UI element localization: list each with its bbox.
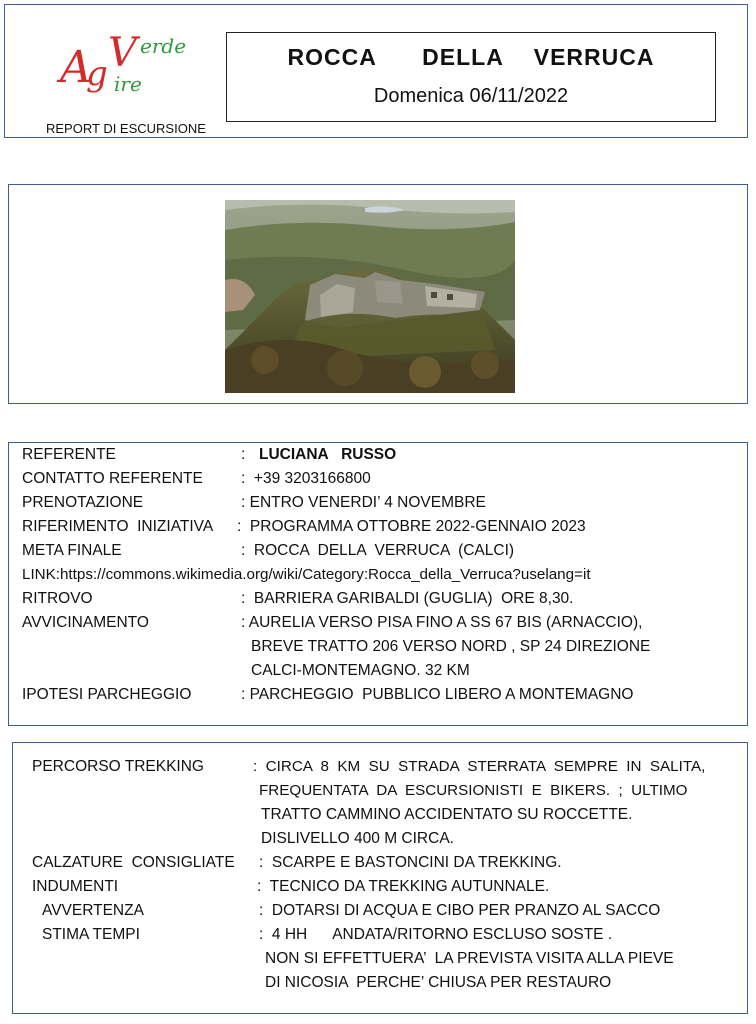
percorso-line-3: TRATTO CAMMINO ACCIDENTATO SU ROCCETTE.	[261, 806, 633, 823]
prenotazione-value: : ENTRO VENERDI’ 4 NOVEMBRE	[241, 494, 486, 511]
percorso-line-2: FREQUENTATA DA ESCURSIONISTI E BIKERS. ; ULTIMO	[259, 782, 688, 799]
title-box	[226, 32, 716, 122]
ritrovo-label: RITROVO	[22, 590, 93, 607]
indumenti-value: : TECNICO DA TREKKING AUTUNNALE.	[257, 878, 550, 895]
note-line-1: NON SI EFFETTUERA’ LA PREVISTA VISITA ALLA PIEVE	[265, 950, 674, 967]
referente-label: REFERENTE	[22, 446, 116, 463]
wikimedia-link[interactable]: LINK:https://commons.wikimedia.org/wiki/Category:Rocca_della_Verruca?uselang=it	[22, 566, 591, 583]
rocca-photo	[225, 200, 515, 393]
prenotazione-label: PRENOTAZIONE	[22, 494, 144, 511]
event-date: Domenica 06/11/2022	[373, 85, 569, 107]
report-label: REPORT DI ESCURSIONE	[46, 121, 206, 136]
avvicinamento-label: AVVICINAMENTO	[22, 614, 149, 631]
meta-value: : ROCCA DELLA VERRUCA (CALCI)	[241, 542, 515, 559]
avvertenza-label: AVVERTENZA	[42, 902, 144, 919]
calzature-label: CALZATURE CONSIGLIATE	[32, 854, 235, 871]
parcheggio-value: : PARCHEGGIO PUBBLICO LIBERO A MONTEMAGNO	[241, 686, 634, 703]
logo-letter-v: V	[108, 30, 137, 76]
contatto-value: : +39 3203166800	[241, 470, 371, 487]
parcheggio-label: IPOTESI PARCHEGGIO	[22, 686, 192, 703]
avvicinamento-line-2: BREVE TRATTO 206 VERSO NORD , SP 24 DIREZIONE	[251, 638, 651, 655]
avvicinamento-line-1: : AURELIA VERSO PISA FINO A SS 67 BIS (ARNACCIO),	[241, 614, 643, 631]
ritrovo-value: : BARRIERA GARIBALDI (GUGLIA) ORE 8,30.	[241, 590, 574, 607]
avvicinamento-line-3: CALCI-MONTEMAGNO. 32 KM	[251, 662, 470, 679]
percorso-line-1: : CIRCA 8 KM SU STRADA STERRATA SEMPRE IN SALITA,	[253, 758, 706, 775]
referente-value: LUCIANA RUSSO	[259, 446, 397, 463]
referente-sep: :	[241, 446, 246, 463]
calzature-value: : SCARPE E BASTONCINI DA TREKKING.	[259, 854, 562, 871]
contatto-label: CONTATTO REFERENTE	[22, 470, 203, 487]
riferimento-label: RIFERIMENTO INIZIATIVA	[22, 518, 214, 535]
avvertenza-value: : DOTARSI DI ACQUA E CIBO PER PRANZO AL SACCO	[259, 902, 661, 919]
logo-erde: erde	[140, 34, 187, 58]
percorso-line-4: DISLIVELLO 400 M CIRCA.	[261, 830, 454, 847]
page-title: ROCCA DELLA VERRUCA	[287, 44, 655, 70]
stima-label: STIMA TEMPI	[42, 926, 140, 943]
logo-letter-g: g	[86, 54, 108, 94]
logo-letter-a: A	[60, 42, 92, 93]
meta-label: META FINALE	[22, 542, 122, 559]
indumenti-label: INDUMENTI	[32, 878, 119, 895]
note-line-2: DI NICOSIA PERCHE’ CHIUSA PER RESTAURO	[265, 974, 612, 991]
rocca-landscape-image	[225, 200, 515, 393]
agire-verde-logo	[58, 30, 208, 100]
percorso-label: PERCORSO TREKKING	[32, 758, 204, 775]
logo-ire: ire	[114, 72, 142, 96]
stima-value: : 4 HH ANDATA/RITORNO ESCLUSO SOSTE .	[259, 926, 613, 943]
riferimento-value: : PROGRAMMA OTTOBRE 2022-GENNAIO 2023	[237, 518, 586, 535]
